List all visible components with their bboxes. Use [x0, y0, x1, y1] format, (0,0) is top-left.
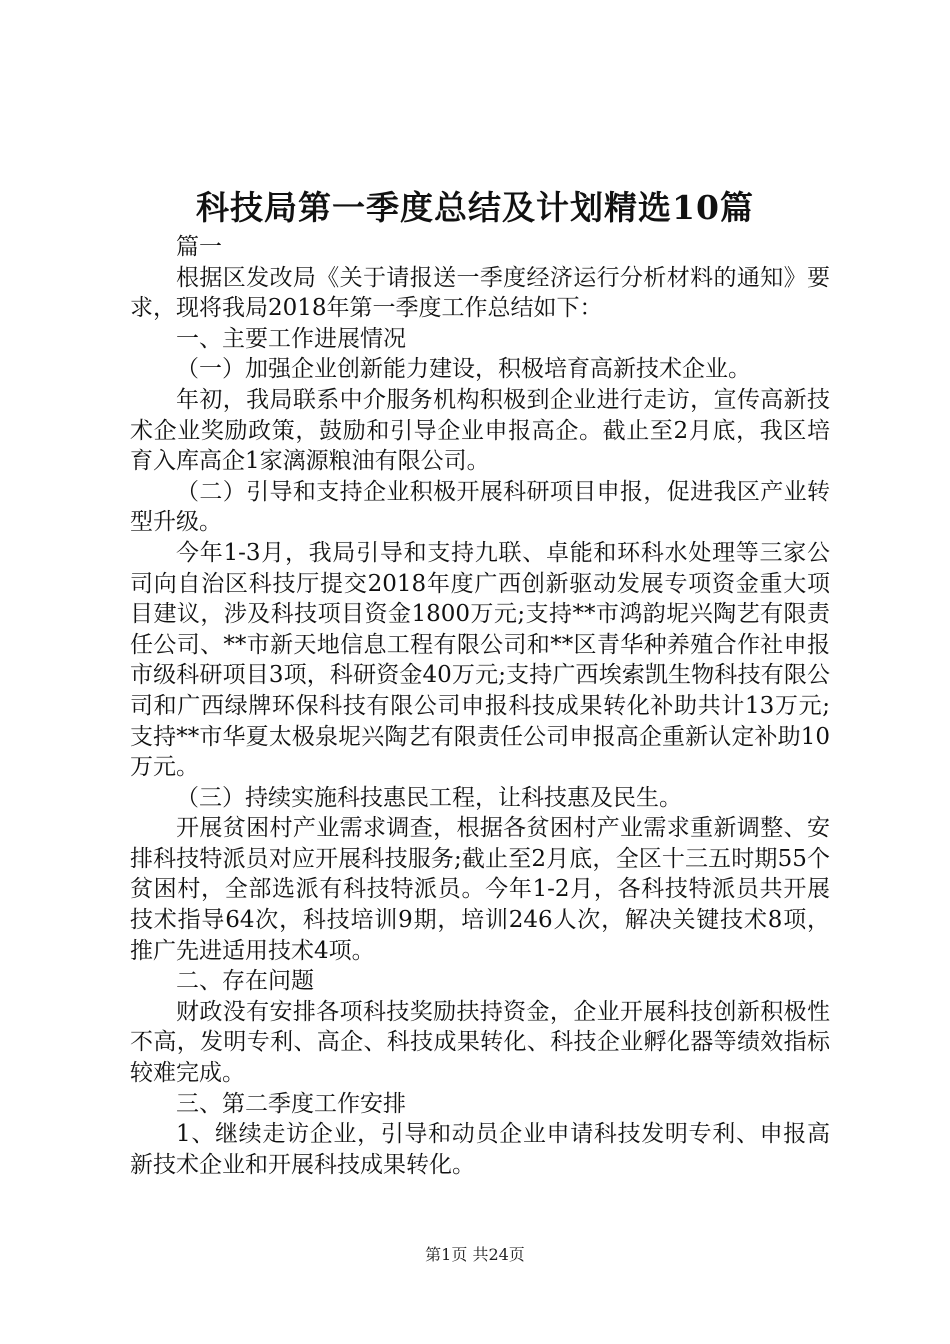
document-title: 科技局第一季度总结及计划精选10篇 — [196, 188, 754, 227]
subsection-heading: （三）持续实施科技惠民工程，让科技惠及民生。 — [176, 784, 682, 811]
subsection-heading: （一）加强企业创新能力建设，积极培育高新技术企业。 — [176, 356, 751, 383]
section-heading: 二、存在问题 — [176, 968, 314, 995]
subsection-heading: （二）引导和支持企业积极开展科研项目申报，促进我区产业转型升级。 — [130, 478, 830, 536]
body-paragraph: 财政没有安排各项科技奖励扶持资金，企业开展科技创新积极性不高，发明专利、高企、科技成果转化、科技企业孵化器等绩效指标较难完成。 — [130, 998, 830, 1087]
section-heading: 一、主要工作进展情况 — [176, 325, 406, 352]
body-paragraph: 1、继续走访企业，引导和动员企业申请科技发明专利、申报高新技术企业和开展科技成果转化。 — [130, 1121, 830, 1178]
section-heading: 篇一 — [176, 234, 222, 260]
body-paragraph: 根据区发改局《关于请报送一季度经济运行分析材料的通知》要求，现将我局2018年第一季度工作总结如下： — [130, 264, 830, 322]
body-paragraph: 年初，我局联系中介服务机构积极到企业进行走访，宣传高新技术企业奖励政策，鼓励和引导企业申报高企。截止至2月底，我区培育入库高企1家漓源粮油有限公司。 — [130, 386, 830, 475]
body-paragraph: 今年1-3月，我局引导和支持九联、卓能和环科水处理等三家公司向自治区科技厅提交2018年度广西创新驱动发展专项资金重大项目建议，涉及科技项目资金1800万元;支持**市鸿韵坭兴陶艺有限责任公司、**市新天地信息工程有限公司和**区青华种养殖合作社申报市级科研项目3项，科研资金40万元;支持广西埃索凯生物科技有限公司和广西绿牌环保科技有限公司申报科技成果转化补助共计13万元;支持**市华夏太极泉坭兴陶艺有限责任公司申报高企重新认定补助10万元。 — [130, 539, 830, 781]
document-body — [130, 232, 830, 1180]
page-number-footer: 第1页 共24页 — [425, 1245, 525, 1264]
section-heading: 三、第二季度工作安排 — [176, 1090, 406, 1117]
body-paragraph: 开展贫困村产业需求调查，根据各贫困村产业需求重新调整、安排科技特派员对应开展科技服务;截止至2月底，全区十三五时期55个贫困村，全部选派有科技特派员。今年1-2月，各科技特派员共开展技术指导64次，科技培训9期，培训246人次，解决关键技术8项，推广先进适用技术4项。 — [130, 815, 830, 964]
